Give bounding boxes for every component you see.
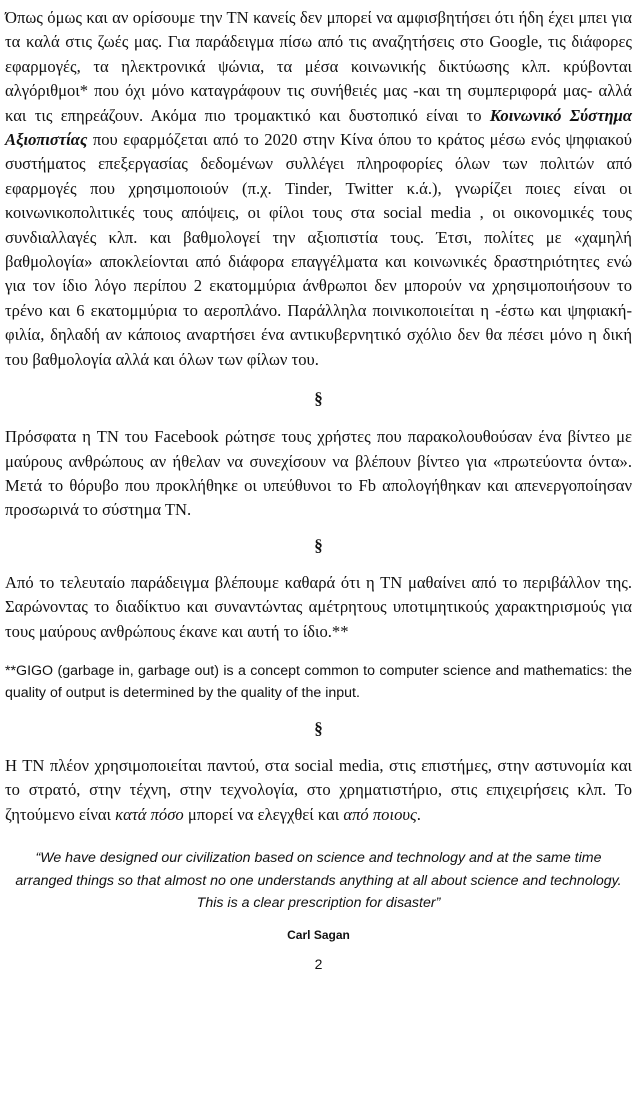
paragraph-facebook-example: [5, 425, 632, 523]
paragraph-text: Από το τελευταίο παράδειγμα βλέπουμε καθαρά ότι η ΤΝ μαθαίνει από το περιβάλλον της. Σαρώνοντας το διαδίκτυο και συναντώντας αμέτρητους υποτιμητικούς χαρακτηρισμούς για τους μαύρους ανθρώπους έκανε και αυτή το ίδιο.**: [5, 572, 632, 641]
paragraph-text: που εφαρμόζεται από το 2020 στην Κίνα όπου το κράτος μέσω ενός ψηφιακού συστήματος επεξεργασίας δεδομένων συλλέγει πληροφορίες όλων των πολιτών από εφαρμογές που χρησιμοποιούν (π.χ. Tinder, Twitter κ.ά.), γνωρίζει ποιες είναι οι κοινωνικοπολιτικές τους απόψεις, οι φίλοι τους στα social media , οι οικονομικές τους συνδιαλλαγές κλπ. και βαθμολογεί την αξιοπιστία τους. Έτσι, πολίτες με «χαμηλή βαθμολογία» αποκλείονται από διάφορα επαγγέλματα και κοινωνικές δραστηριότητες ενώ για τον ίδιο λόγο περίπου 2 εκατομμύρια άνθρωποι δεν μπορούν να χρησιμοποιήσουν το τρένο και 6 εκατομμύρια το αεροπλάνο. Παράλληλα ποινικοποιείται η -έστω και ψηφιακή- φιλία, δηλαδή αν κάποιος αναρτήσει ένα αντικυβερνητικό σχόλιο δεν θα πέσει μόνο η δική του βαθμολογία αλλά και όλων των φίλων του.: [5, 130, 632, 369]
paragraph-text: Πρόσφατα η ΤΝ του Facebook ρώτησε τους χρήστες που παρακολουθούσαν ένα βίντεο με μαύρους ανθρώπους αν ήθελαν να συνεχίσουν να βλέπουν βίντεο για «πρωτεύοντα όντα». Μετά το θόρυβο που προκλήθηκε οι υπεύθυνοι το Fb απολογήθηκαν και απενεργοποίησαν προσωρινά το σύστημα ΤΝ.: [5, 427, 632, 520]
paragraph-ai-learns-environment: [5, 571, 632, 644]
quote-author: Carl Sagan: [287, 927, 350, 942]
emphasis-text: από ποιους: [343, 804, 417, 824]
section-mark: §: [314, 535, 323, 555]
paragraph-text: Όπως όμως και αν ορίσουμε την ΤΝ κανείς δεν μπορεί να αμφισβητήσει ότι ήδη έχει μπει για τα καλά στις ζωές μας. Για παράδειγμα πίσω από τις αναζητήσεις στο Google, τις διάφορες εφαρμογές, τα ηλεκτρονικά ψώνια, τα μέσα κοινωνικής δικτύωσης κλπ. κρύβονται αλγόριθμοι* που όχι μόνο καταγράφουν τις συνήθειές μας -και τη συμπεριφορά μας- αλλά και τις επηρεάζουν. Ακόμα πιο τρομακτικό και δυστοπικό είναι το: [5, 8, 632, 125]
footnote-gigo: **GIGO (garbage in, garbage out) is a concept common to computer science and mathematics: the quality of output is determined by the quality of the input.: [5, 662, 632, 701]
quote-text: “We have designed our civilization based on science and technology and at the same time arranged things so that almost no one understands anything at all about science and technology. This is a clear prescription for disaster”: [15, 850, 622, 912]
paragraph-text: .: [416, 804, 421, 824]
paragraph-text: μπορεί να ελεγχθεί και: [183, 804, 344, 824]
social-credit-system-term: Κοινωνικό Σύστημα Αξιοπιστίας: [5, 105, 632, 150]
emphasis-text: κατά πόσο: [115, 804, 184, 824]
section-mark: §: [314, 718, 323, 738]
paragraph-ai-everyday-life: [5, 6, 632, 372]
page-number: 2: [314, 955, 323, 972]
section-mark: §: [314, 389, 323, 409]
paragraph-ai-everywhere: [5, 754, 632, 827]
paragraph-text: Η ΤΝ πλέον χρησιμοποιείται παντού, στα social media, στις επιστήμες, στην αστυνομία και το στρατό, στην τέχνη, στην τεχνολογία, στο χρηματιστήριο, στις επιχειρήσεις κλπ. Το ζητούμενο είναι: [5, 755, 632, 824]
